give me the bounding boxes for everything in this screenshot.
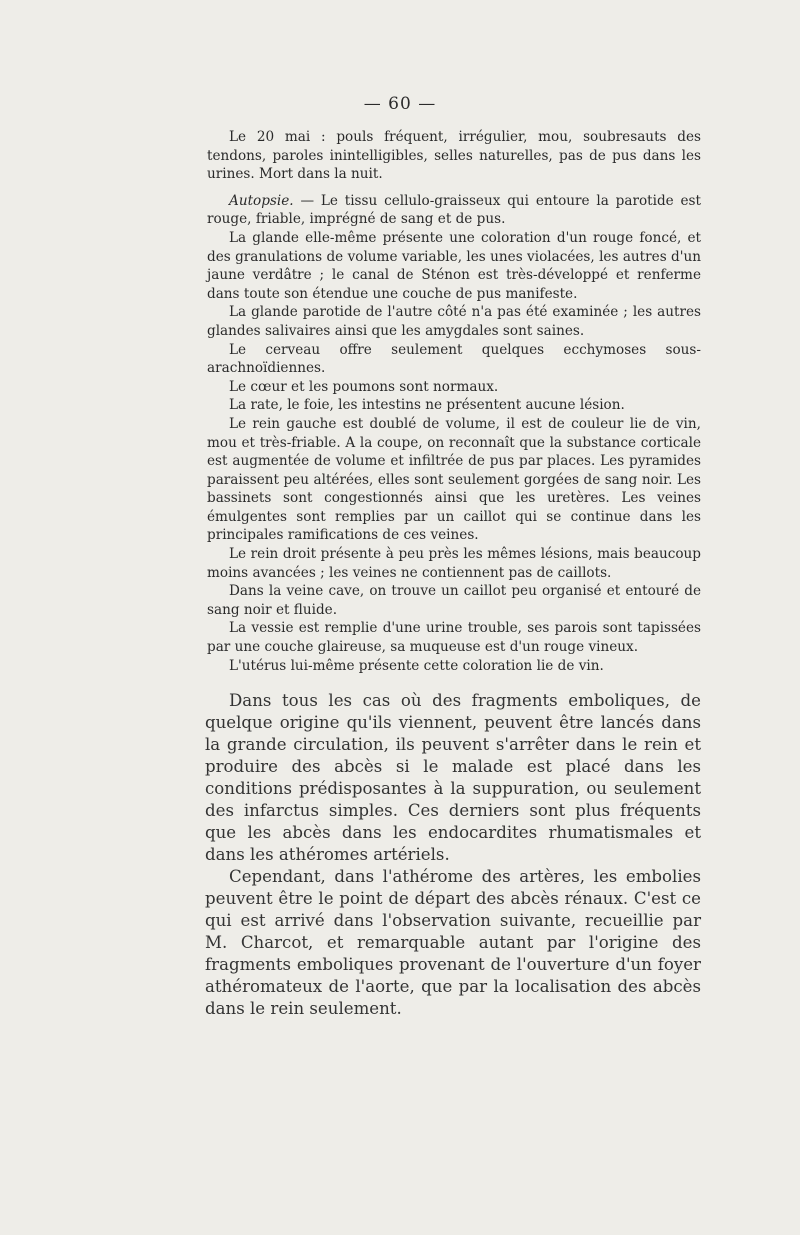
autopsy-paragraph: La rate, le foie, les intestins ne présentent aucune lésion. — [229, 397, 625, 414]
body-paragraph: Dans tous les cas où des fragments emboliques, de quelque origine qu'ils viennent, peuvent être lancés dans la grande circulation, ils peuvent s'arrêter dans le rein et produire des abcès si le malade est placé dans les conditions prédisposantes à la suppuration, ou seulement des infarctus simples. Ces derniers sont plus fréquents que les abcès dans les endocardites rhumatismales et dans les athéromes artériels. — [205, 691, 701, 864]
main-text-block — [205, 690, 701, 1020]
autopsy-heading: Autopsie. — [229, 192, 294, 209]
autopsy-paragraph: Le cerveau offre seulement quelques ecchymoses sous-arachnoïdiennes. — [207, 341, 701, 377]
autopsy-paragraph: La glande parotide de l'autre côté n'a pas été examinée ; les autres glandes salivaires ainsi que les amygdales sont saines. — [207, 304, 701, 339]
body-paragraph: Cependant, dans l'athérome des artères, les embolies peuvent être le point de départ des abcès rénaux. C'est ce qui est arrivé dans l'observation suivante, recueillie par M. Charcot, et remarquable autant par l'origine des fragments emboliques provenant de l'ouverture d'un foyer athéromateux de l'aorte, que par la localisation des abcès dans le rein seulement. — [205, 867, 701, 1018]
autopsy-paragraph: Dans la veine cave, on trouve un caillot peu organisé et entouré de sang noir et fluide. — [207, 583, 701, 618]
observation-paragraph: Le 20 mai : pouls fréquent, irrégulier, mou, soubresauts des tendons, paroles inintelligibles, selles naturelles, pas de pus dans les urines. Mort dans la nuit. — [207, 129, 701, 183]
autopsy-paragraph: Le rein gauche est doublé de volume, il est de couleur lie de vin, mou et très-friable. A la coupe, on reconnaît que la substance corticale est augmentée de volume et infiltrée de pus par places. Les pyramides paraissent peu altérées, elles sont seulement gorgées de sang noir. Les bassinets sont congestionnés ainsi que les uretères. Les veines émulgentes sont remplies par un caillot qui se continue dans les principales ramifications de ces veines. — [207, 415, 701, 544]
autopsy-paragraph: La glande elle-même présente une coloration d'un rouge foncé, et des granulations de volume variable, les unes violacées, les autres d'un jaune verdâtre ; le canal de Sténon est très-développé et renferme dans toute son étendue une couche de pus manifeste. — [207, 229, 701, 302]
page-number: — 60 — — [363, 94, 437, 114]
autopsy-paragraph: L'utérus lui-même présente cette coloration lie de vin. — [229, 657, 604, 674]
case-observation-block — [207, 128, 701, 675]
autopsy-text: — Le tissu cellulo-graisseux qui entoure la parotide est rouge, friable, imprégné de sang et de pus. — [207, 192, 701, 228]
autopsy-paragraph: Le rein droit présente à peu près les mêmes lésions, mais beaucoup moins avancées ; les veines ne contiennent pas de caillots. — [207, 546, 701, 581]
autopsy-paragraph: Le cœur et les poumons sont normaux. — [229, 378, 499, 395]
autopsy-paragraph: La vessie est remplie d'une urine trouble, ses parois sont tapissées par une couche glaireuse, sa muqueuse est d'un rouge vineux. — [207, 620, 701, 656]
autopsy-paragraph — [207, 192, 701, 229]
